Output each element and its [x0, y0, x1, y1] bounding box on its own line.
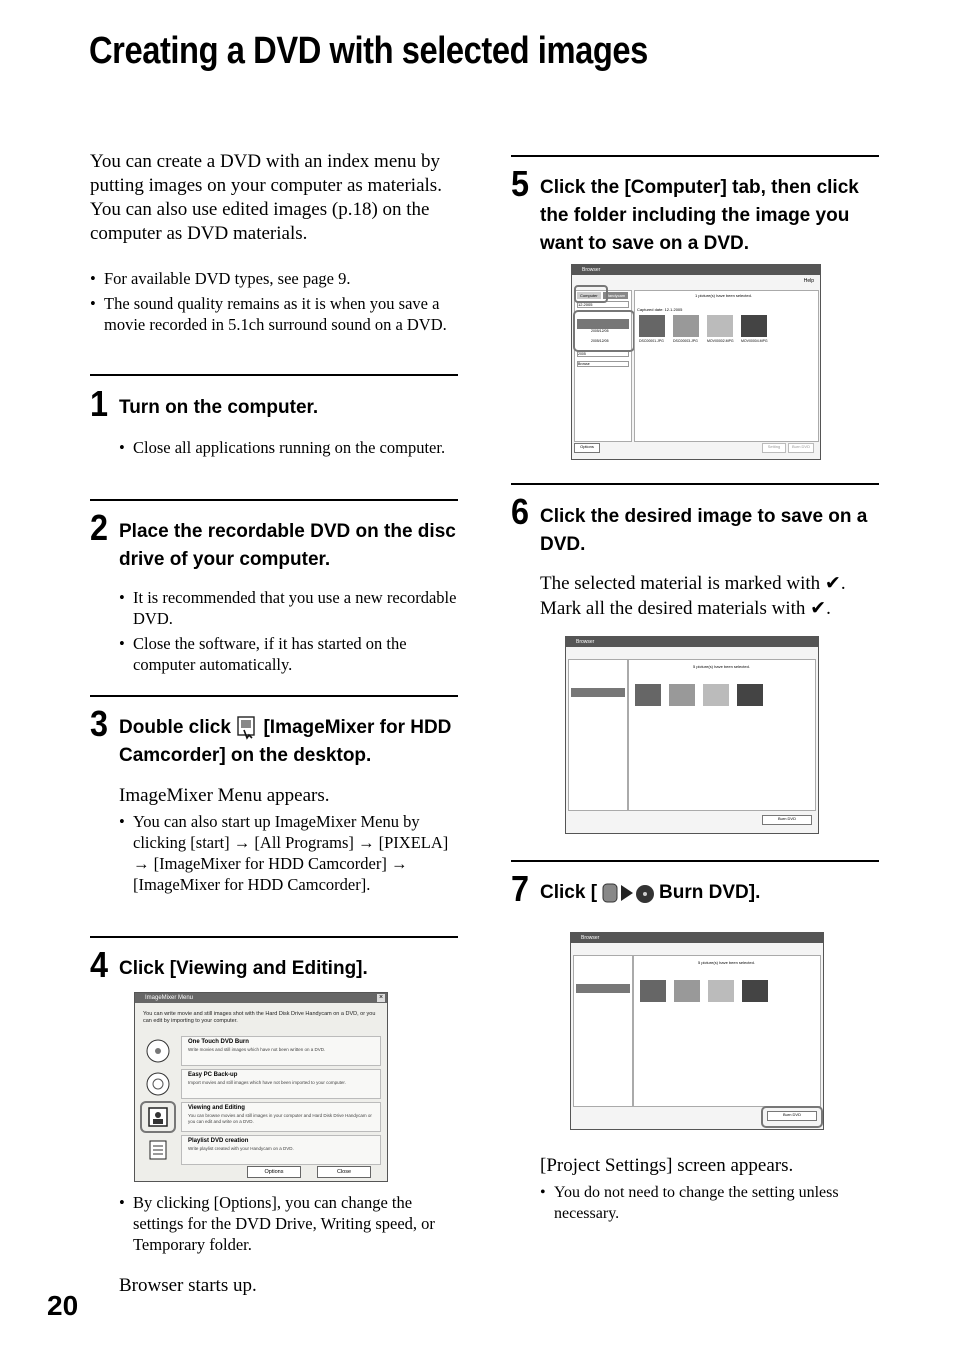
tab-computer[interactable]: Computer — [577, 292, 601, 299]
divider — [511, 483, 879, 485]
menu-header-text: You can write movie and still images shot with the Hard Disk Drive Handycam on a DVD, or you can edit by importing to your computer. — [143, 1011, 376, 1024]
intro-paragraph: You can create a DVD with an index menu by putting images on your computer as materials. You can also use edited images (p.18) on the computer as DVD materials. — [90, 151, 442, 244]
menu-item-desc: Write playlist created with your Handycam on a DVD. — [188, 1146, 294, 1151]
intro-bullets — [90, 268, 460, 339]
browser-screenshot-step5 — [571, 264, 821, 460]
divider — [511, 155, 879, 157]
divider — [90, 695, 458, 697]
window-title: Browser — [582, 267, 601, 273]
step-bullets — [119, 437, 459, 462]
window-title: ImageMixer Menu — [145, 995, 194, 1001]
page-title: Creating a DVD with selected images — [89, 30, 648, 72]
menu-item-one-touch[interactable] — [139, 1035, 383, 1067]
step-bullets — [540, 1182, 885, 1228]
checkmark-icon: ✔ — [824, 572, 841, 594]
step-bullet: • Close the software, if it has started on the computer automatically. — [119, 633, 459, 675]
window-titlebar — [572, 265, 820, 275]
selected-folder[interactable] — [576, 984, 630, 993]
step-title: Click the desired image to save on a DVD. — [540, 506, 868, 555]
selected-count: 5 picture(s) have been selected. — [693, 664, 750, 669]
window-titlebar — [135, 993, 387, 1003]
options-button[interactable]: Options — [574, 443, 600, 453]
thumbnail[interactable] — [669, 684, 695, 706]
divider — [511, 860, 879, 862]
thumbnail[interactable] — [737, 684, 763, 706]
step-body: The selected material is marked with ✔. Mark all the desired materials with ✔. — [540, 572, 846, 619]
step-title-part: [ImageMixer for HDD Camcorder] on the desktop. — [119, 717, 452, 766]
page-number: 20 — [47, 1290, 79, 1321]
selected-count: 5 picture(s) have been selected. — [698, 960, 755, 965]
browser-screenshot-step6 — [565, 636, 819, 834]
imagemixer-menu-screenshot — [134, 992, 388, 1182]
intro-bullet: • For available DVD types, see page 9. — [90, 268, 460, 289]
step-title — [119, 714, 464, 770]
menu-items — [139, 1035, 383, 1166]
step-number: 1 — [90, 383, 109, 424]
selected-folder[interactable] — [571, 688, 625, 697]
menu-item-name: Playlist DVD creation — [188, 1138, 249, 1144]
menu-item-desc: Write movies and still images which have not been written on a DVD. — [188, 1047, 326, 1052]
thumbnail[interactable] — [674, 980, 700, 1002]
thumbnail[interactable] — [639, 315, 665, 337]
folder-item[interactable]: 2005/12/05 — [591, 339, 609, 343]
file-name: MOV00002.MPG — [707, 339, 734, 343]
close-button[interactable]: Close — [317, 1166, 371, 1178]
thumbnail-panel — [628, 659, 816, 811]
dvd-burn-icon — [145, 1038, 171, 1064]
step-title: Place the recordable DVD on the disc drive of your computer. — [119, 521, 456, 570]
thumbnail-panel — [634, 290, 819, 442]
thumbnail[interactable] — [708, 980, 734, 1002]
thumbnail[interactable] — [703, 684, 729, 706]
tab-handycam[interactable]: Handycam — [603, 292, 628, 299]
step-number: 6 — [511, 491, 530, 532]
step-bullet: • You do not need to change the setting unless necessary. — [540, 1182, 885, 1224]
step-title-part: Click [ — [540, 882, 598, 903]
step-title-part: Burn DVD]. — [659, 882, 761, 903]
step-number: 3 — [90, 703, 109, 744]
menu-item-playlist[interactable] — [139, 1134, 383, 1166]
thumbnail-panel — [633, 955, 821, 1107]
thumbnail[interactable] — [741, 315, 767, 337]
window-title: Browser — [581, 935, 600, 941]
divider — [90, 936, 458, 938]
highlight-frame — [574, 285, 608, 303]
captured-date: Captured date: 12.1.2005 — [637, 307, 683, 312]
menu-item-name: Viewing and Editing — [188, 1105, 245, 1111]
checkmark-icon: ✔ — [810, 597, 827, 619]
step-body: [Project Settings] screen appears. — [540, 1155, 794, 1176]
menu-item-desc: You can browse movies and still images in your computer and Hard Disk Drive Handycam or you can edit and write on a DVD. — [188, 1113, 372, 1124]
folder-panel — [573, 955, 633, 1107]
highlight-frame — [573, 310, 635, 352]
imagemixer-desktop-icon — [236, 716, 258, 740]
thumbnail[interactable] — [742, 980, 768, 1002]
close-icon[interactable]: × — [378, 994, 384, 1001]
browser-screenshot-step7 — [570, 932, 824, 1130]
menu-item-name: Easy PC Back-up — [188, 1072, 238, 1078]
step-title-part: Double click — [119, 717, 231, 738]
window-titlebar — [571, 933, 823, 943]
playlist-icon — [147, 1139, 169, 1161]
menu-item-desc: Import movies and still images which have not been imported to your computer. — [188, 1080, 346, 1085]
step-bullets — [119, 811, 459, 899]
folder-item[interactable]: 2005 — [577, 351, 629, 357]
burn-dvd-icon — [597, 881, 659, 905]
step-bullets — [119, 1192, 459, 1259]
step-number: 4 — [90, 944, 109, 985]
intro-bullet: • The sound quality remains as it is when you save a movie recorded in 5.1ch surround sound on a DVD. — [90, 293, 460, 335]
step-number: 5 — [511, 163, 530, 204]
burn-dvd-button[interactable]: Burn DVD — [767, 1111, 817, 1121]
divider — [90, 374, 458, 376]
file-name: DSC00001.JPG — [639, 339, 664, 343]
step-bullet: • By clicking [Options], you can change the settings for the DVD Drive, Writing speed, or Temporary folder. — [119, 1192, 459, 1255]
file-name: MOV00004.MPG — [741, 339, 768, 343]
divider — [90, 499, 458, 501]
step-bullets — [119, 587, 459, 679]
step-title: Click [Viewing and Editing]. — [119, 958, 368, 979]
step-title: Turn on the computer. — [119, 397, 319, 418]
step-number: 2 — [90, 507, 109, 548]
options-button[interactable]: Options — [247, 1166, 301, 1178]
thumbnail[interactable] — [673, 315, 699, 337]
file-name: DSC00003.JPG — [673, 339, 698, 343]
thumbnail[interactable] — [635, 684, 661, 706]
window-titlebar — [566, 637, 818, 647]
backup-icon — [145, 1071, 171, 1097]
menu-item-viewing[interactable] — [139, 1101, 383, 1133]
folder-item[interactable]: Browse — [577, 361, 629, 367]
thumbnail[interactable] — [640, 980, 666, 1002]
burn-dvd-button[interactable]: Burn DVD — [762, 815, 812, 825]
burn-dvd-button[interactable]: Burn DVD — [788, 443, 814, 453]
date-select[interactable]: 12.2005 — [577, 301, 629, 308]
body-text: The selected material is marked with — [540, 573, 821, 594]
step-bullet: • You can also start up ImageMixer Menu by clicking [start] → [All Programs] → [PIXELA] → [ImageMixer for HDD Camcorder] → [ImageMixer for HDD Camcorder]. — [119, 811, 459, 895]
folder-item[interactable]: 2005/12/05 — [591, 329, 609, 333]
body-text: Mark all the desired materials with — [540, 598, 806, 619]
window-title: Browser — [576, 639, 595, 645]
step-body: ImageMixer Menu appears. — [119, 785, 330, 806]
menu-item-name: One Touch DVD Burn — [188, 1039, 249, 1045]
step-bullet: • Close all applications running on the computer. — [119, 437, 459, 458]
help-link[interactable]: Help — [803, 278, 814, 284]
thumbnail[interactable] — [707, 315, 733, 337]
step-number: 7 — [511, 868, 530, 909]
menu-item-backup[interactable] — [139, 1068, 383, 1100]
viewing-editing-icon — [147, 1106, 169, 1128]
selected-count: 1 picture(s) have been selected. — [695, 293, 752, 298]
setting-button[interactable]: Setting — [762, 443, 786, 453]
step-bullet: • It is recommended that you use a new recordable DVD. — [119, 587, 459, 629]
step-title — [540, 879, 885, 907]
step-body: Browser starts up. — [119, 1275, 257, 1296]
folder-panel — [568, 659, 628, 811]
step-title: Click the [Computer] tab, then click the folder including the image you want to save on a DVD. — [540, 177, 859, 254]
